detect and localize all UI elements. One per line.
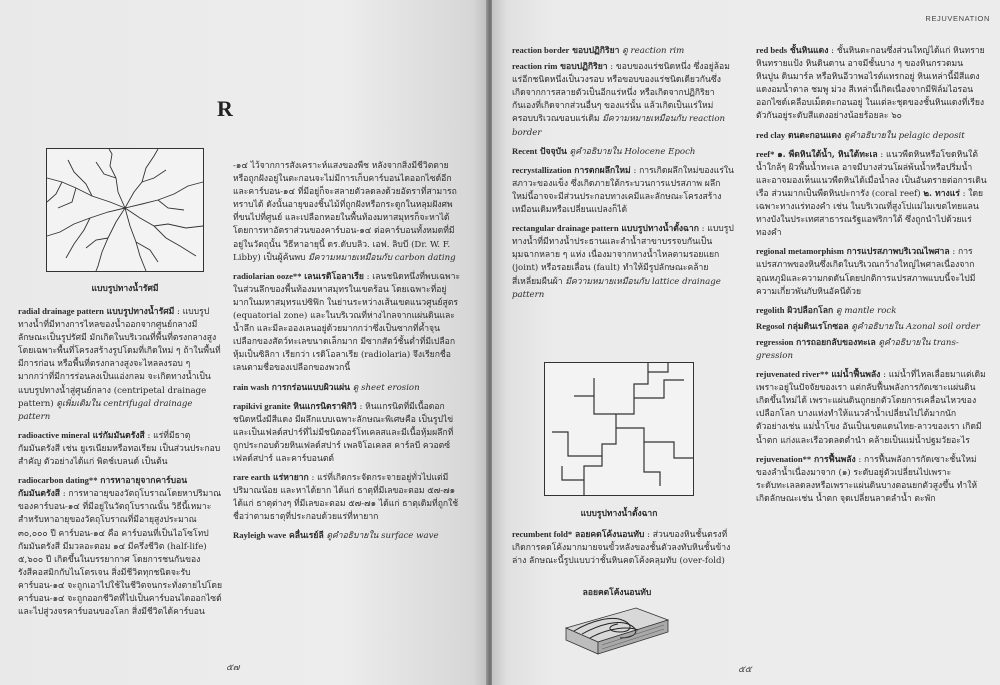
radial-drainage-figure [46,148,204,272]
cross-ref-label: ดู [350,382,362,393]
definition: : แร่ที่มีธาตุกัมมันตรังสี เช่น ยูเรเนียมหรือทอเรียม เป็นส่วนประกอบสำคัญ ตัวอย่างได้แก่ พิตช์เบลนด์ เป็นต้น [18,430,221,468]
entry-recumbent-fold [512,528,734,568]
definition: : แบบรูปทางน้ำที่มีทางน้ำประธานและลำน้ำสาขาบรรจบกันเป็นมุมฉากหลาย ๆ แห่ง เนื่องมาจากทางน้ำไหลตามรอยแยก (joint) หรือรอยเลื่อน (fault) ทำให้มีรูปลักษณะคล้ายสี่เหลี่ยมผืนผ้า [512,224,734,287]
entry-regression [756,336,988,363]
headword: reaction border [512,45,570,55]
rectangular-drainage-figure [544,362,694,496]
entry-regolith [756,304,988,318]
headword: regression [756,336,794,347]
cross-ref: centrifugal drainage pattern [18,398,193,422]
left-column-1 [18,305,223,657]
cross-ref: carbon dating [392,252,456,263]
definition: : หินแกรนิตที่มีเนื้อดอกชนิดหนึ่งมีสีแดง มีผลึกแบบเฉพาะลักษณะพิเศษคือ เป็นรูปไข่ และเป็นเฟลด์สปาร์ที่ไม่มีชนิดออร์โทเคลสและมีเนื้อหุ้มผลึกที่ถูกประกอบด้วยหินเฟลด์สปาร์ เพลจิโอเคลส คาร์ลบี ควอตซ์ เฟลด์สปาร์ และคาร์บอนตต์ [233,401,454,464]
thai-term-2: ๒. ทางแร่ [923,188,960,199]
cross-ref: pelagic deposit [898,130,965,141]
cross-ref-label: ดูคำอธิบายใน [841,130,899,141]
radial-figure-caption: แบบรูปทางน้ำรัศมี [91,284,159,294]
right-page-number: ๕๕ [738,665,752,675]
thai-term: ขอบปฏิกิริยา [572,46,620,56]
right-page [492,0,1000,685]
thai-term: การฟื้นพลัง [813,454,856,465]
cross-ref: trans-gression [756,337,959,361]
headword: radiolarian ooze** [233,270,302,281]
cross-ref: reaction border [512,114,726,138]
headword: recumbent fold* [512,529,573,539]
entry-radial-drainage-pattern [18,305,223,424]
definition: : ส่วนของหินชั้นตรงที่เกิดการคดโค้งมากมายจนขั้วหลังของชั้นตัวลงทับหินชั้นข้างล่าง ลักษณะนี้รูปแบบว่าชั้นหินคดโค้งคลุมทับ (over-fold) [512,530,731,567]
entry-rapikivi-granite [233,400,461,466]
entry-rayleigh-wave [233,529,461,543]
entry-rejuvenation [756,453,988,506]
entry-radiocarbon-dating [18,474,223,619]
entry-rejuvenated-river [756,368,988,448]
thai-term: การหาอายุจากคาร์บอนกัมมันตรังสี [18,476,188,500]
right-column-2 [756,44,988,654]
thai-term: ชั้นหินแดง [789,46,829,56]
entry-reef [756,148,988,241]
entry-radiolarian-ooze [233,270,461,376]
cross-ref-label: ดูคำอธิบายใน [566,146,625,157]
thai-term: ปัจจุบัน [540,146,567,157]
cross-ref-label: ดู [833,305,845,316]
thai-term: คลื่นเรย์ลี [288,531,324,542]
definition: : ขอบของแร่ชนิดหนึ่ง ซึ่งอยู่ล้อมแร่อีกชนิดหนึ่งเป็นวงรอบ หรือขอบของแร่ชนิดเดียวกันซึ่งเกิดจากการสลายตัวเป็นอีกแร่หนึ่ง หรือเกิดจากปฏิกิริยากันเองที่เกิดจากส่วนอื่นๆ ของแร่นั้น แล้วเกิดเป็นแร่ใหม่ครอบบริเวณขอบแร่เดิม [512,62,730,125]
thai-term: การตกผลึกใหม่ [574,165,631,176]
thai-term: การถอยกลับของทะเล [796,337,876,348]
definition-2: : ใดยเฉพาะทางแร่ทองคำ เช่น ในบริเวณที่สูงโปแม่ไมเขตไทยแลนทางบังในประเทศสาธารณรัฐแอฟริกาใต้ ซึ่งถูกนำไปด้วยแร่ทองคำ [756,188,984,239]
headword: red beds [756,45,788,55]
headword: rain wash [233,381,270,392]
left-page [0,0,488,685]
thai-term: แร่หายาก [273,473,309,484]
entry-rare-earth [233,471,461,524]
recumbent-fold-figure [562,598,672,656]
definition: : ชั้นหินตะกอนซึ่งส่วนใหญ่ได้แก่ หินทราย หินทรายแป้ง หินดินดาน อาจมีชั้นบาง ๆ ของหินกรวดมน หินปูน ดินมาร์ล หรือหินอีวาพอไรต์แทรกอยู่ หินเหล่านี้มีสีแดง แดงอมน้ำตาล ชมพู ม่วง สีเหล่านี้เกิดเนื่องจากมีฟิล์มไอรอนออกไซด์เคลือบเม็ดตะกอนอยู่ ในแต่ละชุดของชั้นหินแดงที่เรียงตัวกันอยู่ระดับสีแดงอย่างน้อยร้อยละ ๖๐ [756,46,985,122]
left-column-2 [233,160,461,660]
thai-term: กลุ่มดินเรโกซอล [787,321,849,332]
left-page-number: ๕๗ [226,663,240,673]
headword: recrystallization [512,164,572,175]
entry-recrystallization [512,164,734,217]
thai-term: แบบรูปทางน้ำตั้งฉาก [621,224,699,235]
headword: rejuvenated river** [756,369,829,380]
headword: radial drainage pattern [18,306,104,316]
definition: : การเกิดผลึกใหม่ของแร่ในสภาวะของแข็ง ซึ่งเกิดภายใต้กระบวนการแปรสภาพ ผลึกใหม่นี้อาจจะมีส่วนประกอบทางเคมีและลักษณะโครงสร้างเหมือนเดิมหรือเปลี่ยนแปลงก็ได้ [512,165,734,216]
definition: : การฟื้นพลังการกัดเซาะชั้นใหม่ของลำน้ำเนื่องมาจาก (๑) ระดับอยู่ตัวเปลี่ยนไปเพราะระดับทะเลลดลงหรือเพราะแผ่นดินบางตอนยกตัวสูงขึ้น ทำให้เกิดลักษณะเช่น น้ำตก จุดเปลี่ยนลาดลำน้ำ ตะพัก [756,454,978,504]
cross-ref-label: ดูคำอธิบายใน [848,321,907,332]
headword: radioactive mineral [18,429,90,440]
thai-term: เลนเรดิโอลาเรีย [304,271,364,282]
headword: regional metamorphism [756,246,844,257]
entry-regional-metamorphism [756,245,988,298]
entry-rectangular-drainage-pattern [512,222,734,302]
definition: : แม่น้ำที่ไหลเลื่อยมาแต่เดิมเพราะอยู่ในปัจจัยของเรา แต่กลับฟื้นพลังการกัดเซาะแผ่นดินเกิดขึ้นใหม่ได้ เพราะแผ่นดินถูกยกตัวโดยการเคลื่อนไหวของเปลือกโลก บางแห่งทำให้แนวลำน้ำเปลี่ยนไปได้มากนัก ตัวอย่างเช่น แม่น้ำโขง อันเป็นเขตแดนไทย-ลาวของเรา เกิดมีน้ำตก แก่งและเรือวดลดต่ำนำ คล้ายเป็นแม่น้ำปฐมวัยอะไร [756,370,986,446]
thai-term: การกร่อนแบบผิวแผ่น [271,382,351,393]
headword: reef* [756,148,775,159]
running-head: REJUVENATION [925,14,990,23]
headword: rejuvenation** [756,453,812,464]
definition: : การหาอายุของวัตถุโบราณโดยหาปริมาณของคาร์บอน-๑๔ ที่มีอยู่ในวัตถุโบราณนั้น วิธีนี้เหมาะสำหรับหาอายุของวัตถุโบราณที่มีอายุสูงประมาณ ๓๐,๐๐๐ ปี คาร์บอน-๑๔ คือ คาร์บอนที่เป็นไอโซโทปกัมมันตรังสี มีมวลอะตอม ๑๔ มีครึ่งชีวิต (half-life) ๕,๖๐๐ ปี เกิดขึ้นในบรรยากาศ โดยการชนกันของรังสีคอสมิกกับไนโตรเจน สิ่งมีชีวิตทุกชนิดจะรับคาร์บอน-๑๔ จะถูกเอาไปใช้ในชีวิตจนกระทั่งตายไปโดยคาร์บอน-๑๔ จะถูกออกชีวิตที่ไปเป็นคาร์บอนไดออกไซด์และไปสู่วงจรคาร์บอนของโลก สิ่งมีชีวิตได้คาร์บอน [18,489,223,618]
cross-ref-label: ดูคำอธิบายใน [875,337,934,348]
headword: rare earth [233,472,271,483]
entry-radiocarbon-continued [233,160,461,265]
thai-term: ลอยคดโค้งนอนทับ [574,530,645,540]
entry-reaction-border [512,44,734,58]
thai-term: แบบรูปทางน้ำรัศมี [106,307,175,317]
entry-recent [512,145,734,159]
thai-term: แม่น้ำฟื้นพลัง [831,370,881,381]
cross-ref: mantle rock [844,305,897,316]
rectangular-figure-caption: แบบรูปทางน้ำตั้งฉาก [580,509,658,519]
entry-regosol [756,320,988,334]
entry-red-beds [756,44,988,124]
definition: : แร่ที่เกิดกระจัดกระจายอยู่ทั่วไปแต่มีปริมาณน้อย และหาได้ยาก ได้แก่ ธาตุที่มีเลขอะตอม ๕๗-๗๑ ได้แก่ ธาตุต่างๆ ที่มีเลขอะตอม ๕๗-๗๑ ได้แก่ ธาตุเดิมที่ถูกใช้ชื่อว่าตามธาตุที่ประกอบด้วยแร่ที่หายาก [233,473,459,523]
headword: rectangular drainage pattern [512,223,619,234]
thai-term: แร่กัมมันตรังสี [92,430,145,441]
cross-ref: Azonal soil order [906,321,980,332]
thai-term: หินแกรนิตราพิกิวิ [293,401,357,412]
thai-term: การแปรสภาพบริเวณไพศาล [846,247,950,258]
thai-term: ๑. พืดหินใต้น้ำ, หินใต้ทะเล [777,149,878,160]
cross-ref: surface wave [378,531,439,542]
right-column-1 [512,44,734,364]
definition: : เลนชนิดหนึ่งที่พบเฉพาะในส่วนลึกของพื้นท้องมหาสมุทรในเขตร้อน โดยเฉพาะที่อยู่มากในมหาสมุทรแปซิฟิก ในย่านระหว่างเส้นเขตแนวศูนย์สูตร (equatorial zone) และในบริเวณที่ห่างไกลจากแผ่นดินและน้ำลึก และมีละอองเลนอยู่ด้วยมากกว่าซึ่งเป็นซากที่ค้ำจุนเปลือกของสัตว์ทะเลขนาดเล็กมาก มีซากสัตว์ชั้นต่ำที่มีเปลือกหุ้มเป็นซิลิกา เรียกว่า เรดิโอลาเรีย (radiolaria) จึงเรียกชื่อเลนตามชื่อของเปลือกของพวกนี้ [233,271,461,374]
headword: red clay [756,129,786,140]
entry-reaction-rim [512,60,734,140]
headword: Recent [512,145,538,156]
headword: Regosol [756,320,785,331]
thai-term: ขอบปฏิกิริยา [560,62,608,73]
synonym-label: มีความหมายเหมือนกับ [308,252,393,263]
fold-figure-caption: ลอยคตโค้งนอนทับ [582,588,652,598]
headword: regolith [756,304,785,315]
cross-ref: Holocene Epoch [624,146,696,157]
section-letter: R [217,96,233,121]
headword: Rayleigh wave [233,530,287,541]
cross-ref-label: ดูคำอธิบายใน [323,531,379,542]
definition: : แบบรูปทางน้ำที่มีทางการไหลของน้ำออกจากศูนย์กลางมีลักษณะเป็นรูปรัศมี มักเกิดในบริเวณที่พื้นที่ตรงกลางสูง โดยเฉพาะพื้นที่โครงสร้างรูปโดมที่เกิดใหม่ ๆ ถ้าในพื้นที่มีการก่อน หรือพื้นที่ตรงกลางสูงจะไหลลงรอบ ๆ มากกว่าที่มีการร่อนลงเป็นแอ่งกลม จะเกิดทางน้ำเป็นแบบรูปทางน้ำสู่ศูนย์กลาง (centripetal drainage pattern) [18,307,221,409]
thai-term: ผิวปลือกโลก [787,305,834,316]
cross-ref: lattice drainage pattern [512,276,721,300]
definition: : แนวพืดหินหรือโขดหินใต้น้ำใกล้ๆ ผิวพื้นน้ำทะเล อาจมีบางส่วนโผล่พ้นน้ำหรือปริ่มน้ำ และอาจมองเห็นแนวพืดหินได้เมื่อน้ำลง เป็นอันตรายต่อการเดินเรือ ส่วนมากเป็นพืดหินปะการัง (coral reef) [756,149,987,199]
thai-term: ดนตะกอนแดง [787,130,842,141]
entry-radioactive-mineral [18,429,223,469]
definition: -๑๔ ไว้จากการสังเคราะห์แสงของพืช หลังจากสิ่งมีชีวิตตายหรือถูกฝังอยู่ในตะกอนจะไม่มีการเก็บคาร์บอนไดออกไซด์อีก และคาร์บอน-๑๔ ที่มีอยู่ก็จะสลายตัวลดลงด้วยอัตราที่สามารถทราบได้ ดังนั้นอายุของชิ้นไม้ที่ถูกฝังหรือกระดูกในหลุมฝังศพ ที่ขนไปที่ศูนย์ และเปลือกหอยในพื้นท้องมหาสมุทรก็จะหาได้โดยการหาอัตราส่วนของคาร์บอน-๑๔ ต่อคาร์บอนทั้งหมดที่มีอยู่ในวัตถุนั้น วิธีหาอายุนี้ ดร.ดับบลิว. เอฟ. ลิบบี (Dr. W. F. Libby) เป็นผู้ค้นพบ [233,161,457,263]
synonym-label: มีความหมายเหมือนกับ [565,276,650,287]
definition: : การแปรสภาพของหินซึ่งเกิดในบริเวณกว้างใหญ่ไพศาลเนื่องจากอุณหภูมิและความกดดันโดยปกติการแปรสภาพแบบนี้จะไปมีความเกี่ยวพันกับหินอัคนีด้วย [756,247,976,297]
synonym-label: มีความหมายเหมือนกับ [602,114,687,125]
cross-ref-label: ดู [619,46,631,56]
cross-ref-label: ดูเพิ่มเติมใน [56,398,104,409]
cross-ref: sheet erosion [361,382,420,393]
headword: radiocarbon dating** [18,475,98,486]
headword: reaction rim [512,61,558,72]
headword: rapikivi granite [233,400,291,411]
cross-ref: reaction rim [630,46,685,56]
entry-rain-wash [233,381,461,395]
entry-red-clay [756,129,988,143]
